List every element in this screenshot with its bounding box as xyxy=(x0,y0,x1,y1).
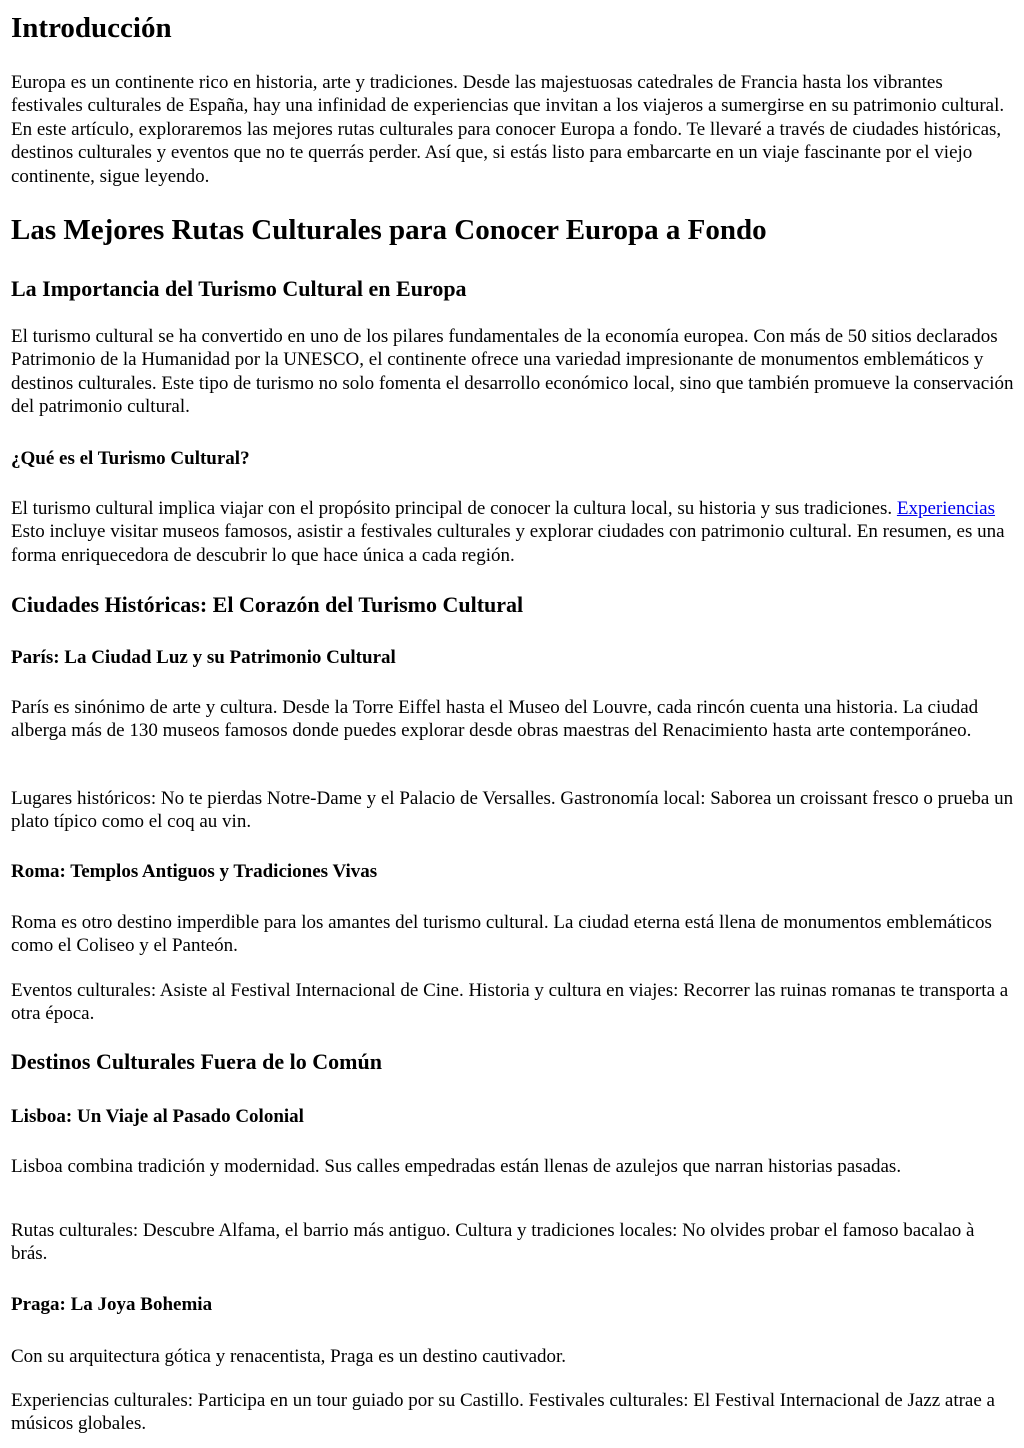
paris-heading: París: La Ciudad Luz y su Patrimonio Cultural xyxy=(11,647,396,668)
intro-paragraph: Europa es un continente rico en historia, arte y tradiciones. Desde las majestuosas catedrales de Francia hasta los vibrantes festivales culturales de España, hay una infinidad de experiencias que invitan a los viajeros a sumergirse en su patrimonio cultural. En este artículo, exploraremos las mejores rutas culturales para conocer Europa a fondo. Te llevaré a través de ciudades históricas, destinos culturales y eventos que no te querrás perder. Así que, si estás listo para embarcarte en un viaje fascinante por el viejo continente, sigue leyendo. xyxy=(11,72,1005,187)
praga-paragraph: Con su arquitectura gótica y renacentista, Praga es un destino cautivador. xyxy=(11,1346,567,1367)
lisboa-paragraph: Lisboa combina tradición y modernidad. Sus calles empedradas están llenas de azulejos que narran historias pasadas. xyxy=(11,1156,902,1177)
what-is-paragraph-start: El turismo cultural implica viajar con el propósito principal de conocer la cultura local, su historia y sus tradiciones. xyxy=(11,498,893,519)
experiencias-link[interactable]: Experiencias xyxy=(896,498,996,519)
historic-cities-heading: Ciudades Históricas: El Corazón del Turismo Cultural xyxy=(11,592,524,617)
paris-quote: Lugares históricos: No te pierdas Notre-Dame y el Palacio de Versalles. Gastronomía local: Saborea un croissant fresco o prueba un plato típico como el coq au vin. xyxy=(11,788,1014,833)
main-heading: Las Mejores Rutas Culturales para Conocer Europa a Fondo xyxy=(11,214,767,246)
roma-quote: Eventos culturales: Asiste al Festival Internacional de Cine. Historia y cultura en viajes: Recorrer las ruinas romanas te transporta a otra época. xyxy=(11,980,1009,1025)
praga-heading: Praga: La Joya Bohemia xyxy=(11,1294,213,1315)
lisboa-heading: Lisboa: Un Viaje al Pasado Colonial xyxy=(11,1106,304,1127)
intro-heading: Introducción xyxy=(11,12,172,44)
importance-paragraph: El turismo cultural se ha convertido en uno de los pilares fundamentales de la economía europea. Con más de 50 sitios declarados Patrimonio de la Humanidad por la UNESCO, el continente ofrece una variedad impresionante de monumentos emblemáticos y destinos culturales. Este tipo de turismo no solo fomenta el desarrollo económico local, sino que también promueve la conservación del patrimonio cultural. xyxy=(11,326,1014,418)
what-is-paragraph xyxy=(11,497,1014,567)
importance-heading: La Importancia del Turismo Cultural en Europa xyxy=(11,276,467,301)
lisboa-quote: Rutas culturales: Descubre Alfama, el barrio más antiguo. Cultura y tradiciones locales: No olvides probar el famoso bacalao à brás. xyxy=(11,1220,975,1265)
roma-paragraph: Roma es otro destino imperdible para los amantes del turismo cultural. La ciudad eterna está llena de monumentos emblemáticos como el Coliseo y el Panteón. xyxy=(11,912,992,957)
unusual-destinations-heading: Destinos Culturales Fuera de lo Común xyxy=(11,1049,382,1074)
what-is-heading: ¿Qué es el Turismo Cultural? xyxy=(11,448,250,469)
praga-quote: Experiencias culturales: Participa en un tour guiado por su Castillo. Festivales culturales: El Festival Internacional de Jazz atrae a músicos globales. xyxy=(11,1390,995,1435)
paris-paragraph: París es sinónimo de arte y cultura. Desde la Torre Eiffel hasta el Museo del Louvre, cada rincón cuenta una historia. La ciudad alberga más de 130 museos famosos donde puedes explorar desde obras maestras del Renacimiento hasta arte contemporáneo. xyxy=(11,697,979,742)
what-is-paragraph-end: Esto incluye visitar museos famosos, asistir a festivales culturales y explorar ciudades con patrimonio cultural. En resumen, es una forma enriquecedora de descubrir lo que hace única a cada región. xyxy=(11,521,1005,566)
roma-heading: Roma: Templos Antiguos y Tradiciones Vivas xyxy=(11,861,378,882)
